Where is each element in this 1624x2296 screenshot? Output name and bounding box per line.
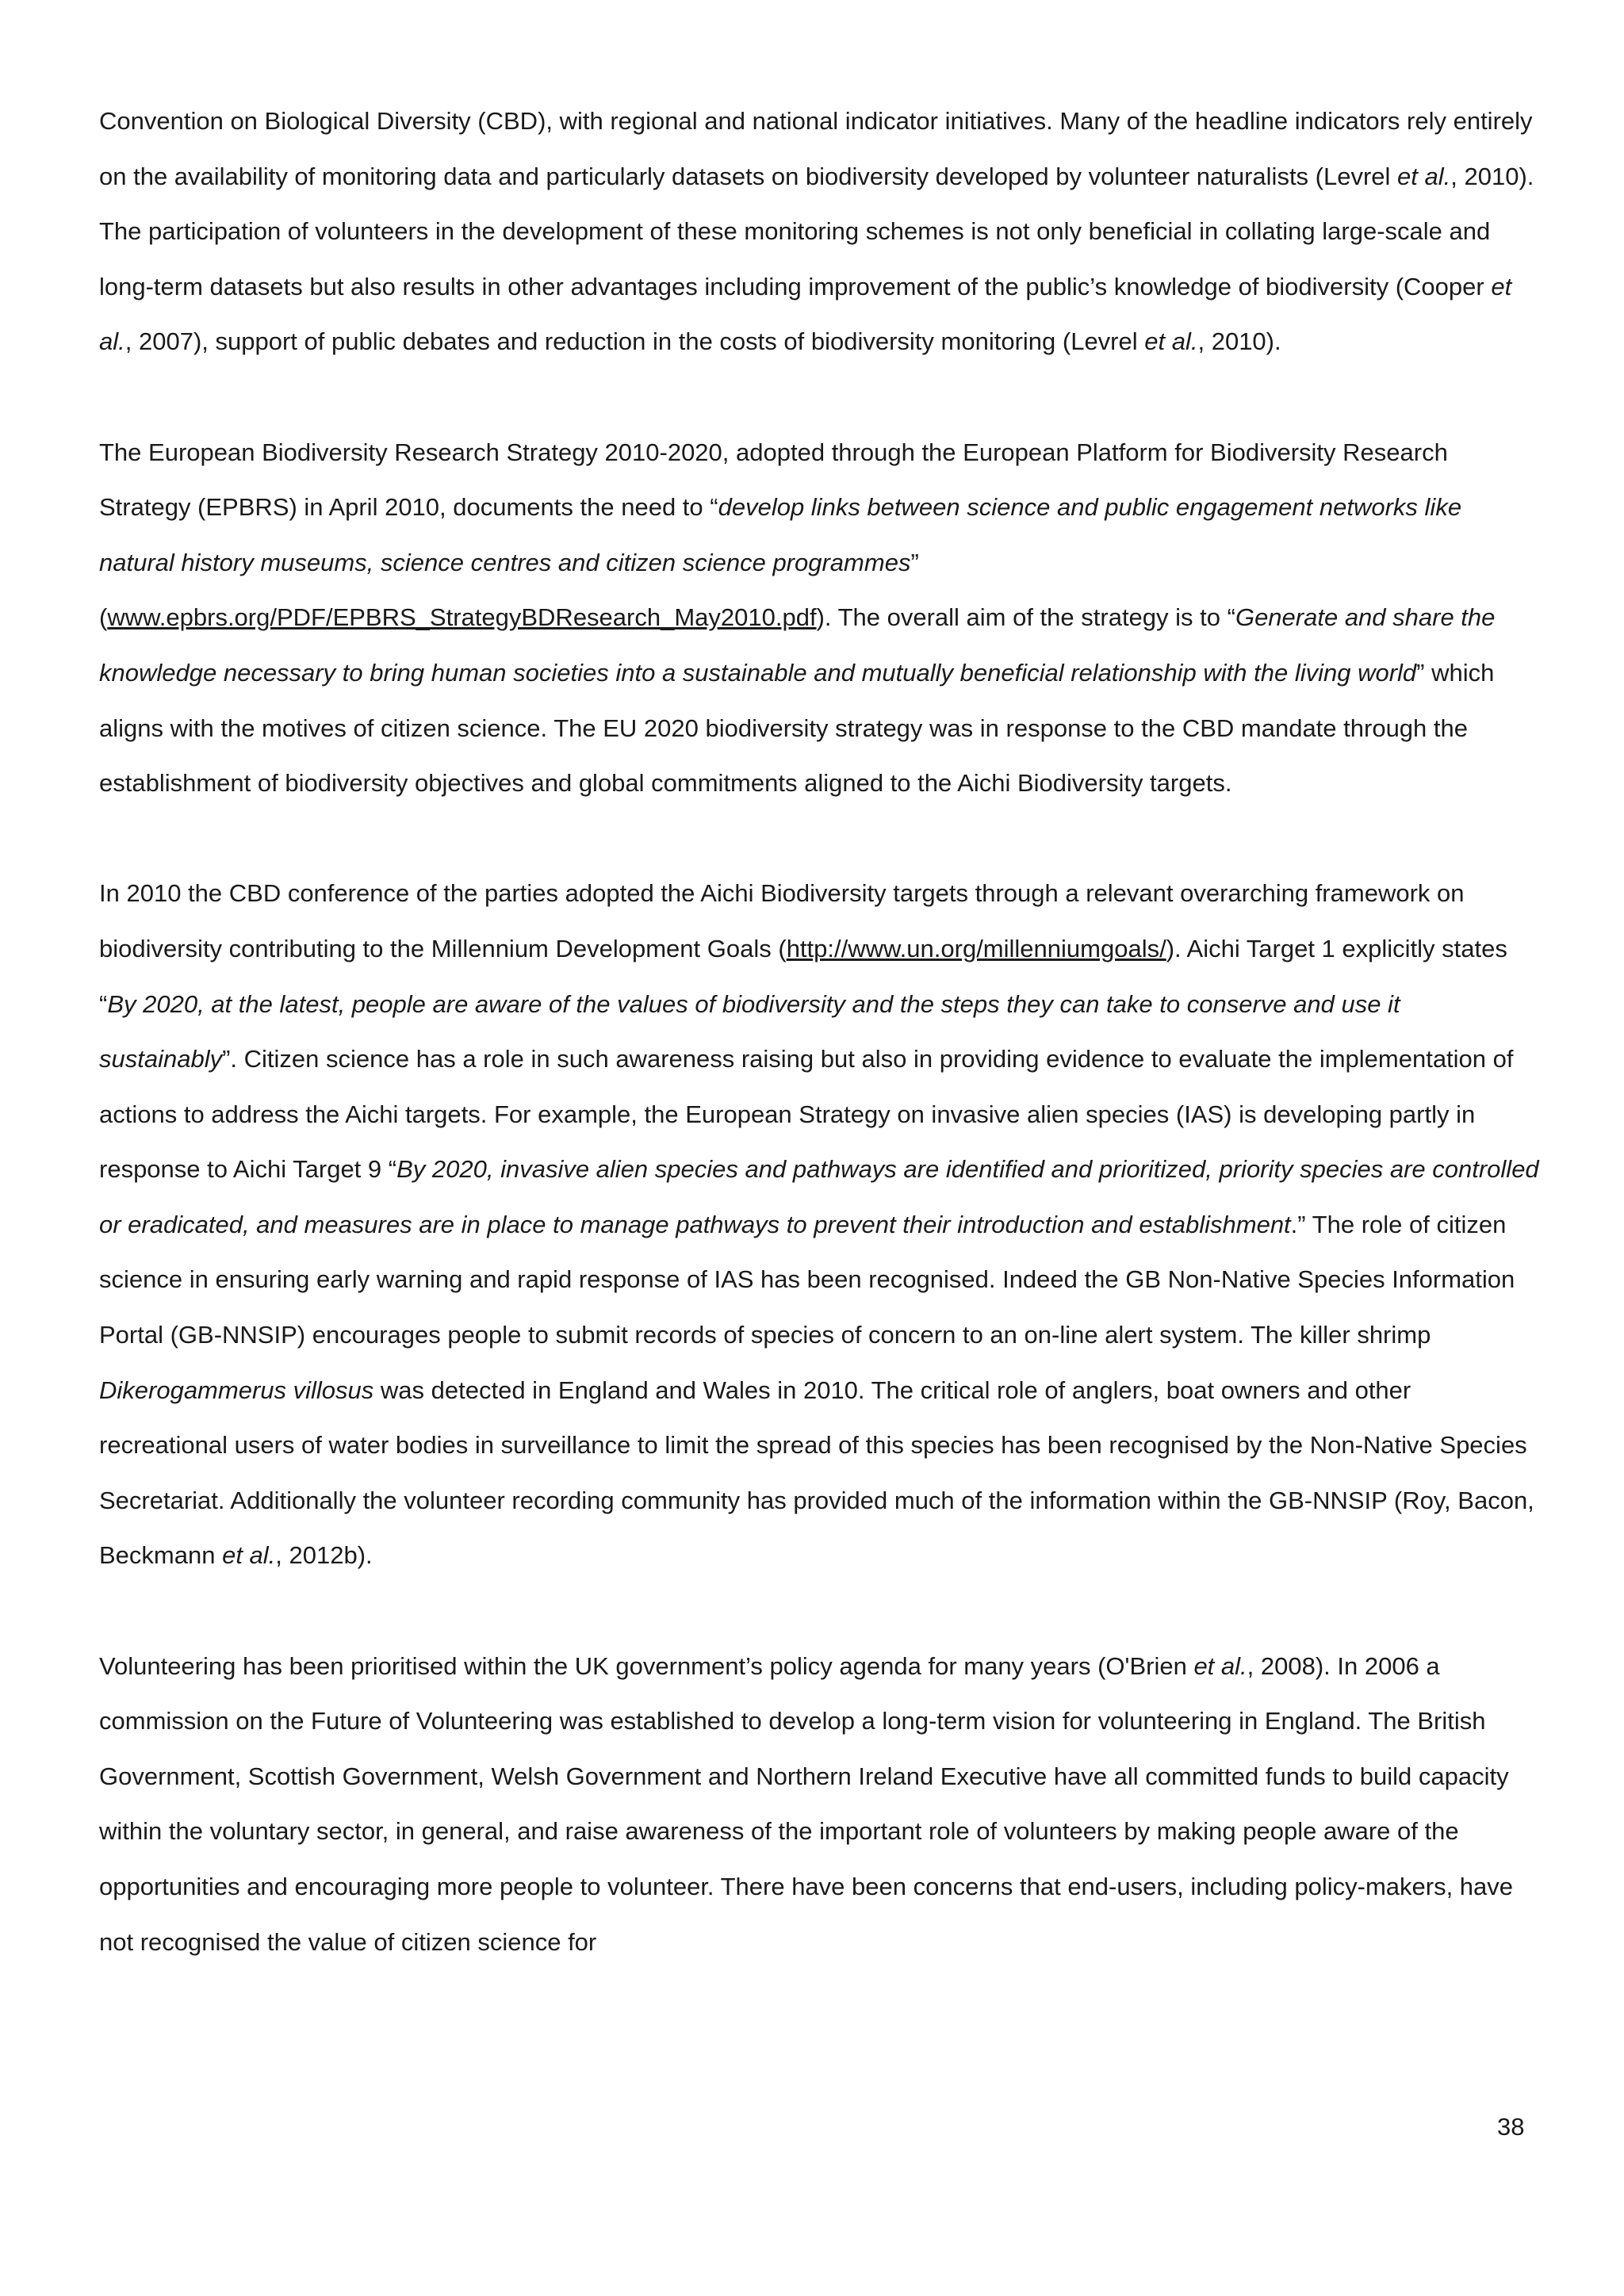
paragraph-cbd-indicators	[99, 94, 1542, 369]
body-text: was detected in England and Wales in 2010. The critical role of anglers, boat owners and other recreational users of water bodies in surveillance to limit the spread of this species has been recognised by the Non-Native Species Secretariat. Additionally the volunteer recording community has provided much of the information within the GB-NNSIP (Roy, Bacon, Beckmann	[99, 1376, 1534, 1570]
body-text: , 2012b).	[275, 1541, 373, 1570]
paragraph-aichi-targets	[99, 866, 1542, 1583]
paragraph-european-strategy	[99, 425, 1542, 811]
paragraph-gap	[99, 811, 1542, 867]
document-body	[99, 94, 1542, 1969]
body-text: The European Biodiversity Research Strategy 2010-2020, adopted through the European Platform for Biodiversity Research Strategy (EPBRS) in April 2010, documents the need to “	[99, 438, 1448, 522]
body-text: Volunteering has been prioritised within the UK government’s policy agenda for many years (O'Brien	[99, 1651, 1194, 1680]
italic-text: By 2020, invasive alien species and pathways are identified and prioritized, priority species are controlled or eradicated, and measures are in place to manage pathways to prevent their introduction and establishment	[99, 1155, 1539, 1238]
italic-text: develop links between science and public engagement networks like natural history museums, science centres and citizen science programmes	[99, 493, 1462, 576]
italic-text: et al.	[1193, 1651, 1247, 1680]
url-link[interactable]: http://www.un.org/millenniumgoals/	[786, 934, 1166, 962]
body-text: ). The overall aim of the strategy is to “	[816, 603, 1235, 632]
italic-text: Dikerogammerus villosus	[99, 1376, 374, 1404]
body-text: ”. Citizen science has a role in such awareness raising but also in providing evidence to evaluate the implementation of actions to address the Aichi targets. For example, the European Strategy on invasive alien species (IAS) is developing partly in response to Aichi Target 9 “	[99, 1045, 1514, 1184]
paragraph-gap	[99, 369, 1542, 425]
body-text: .” The role of citizen science in ensuring early warning and rapid response of IAS has been recognised. Indeed the GB Non-Native Species Information Portal (GB-NNSIP) encourages people to submit records of species of concern to an on-line alert system. The killer shrimp	[99, 1210, 1515, 1349]
italic-text: et al.	[1144, 327, 1198, 356]
body-text: In 2010 the CBD conference of the parties adopted the Aichi Biodiversity targets through a relevant overarching framework on biodiversity contributing to the Millennium Development Goals (	[99, 879, 1465, 962]
body-text: Convention on Biological Diversity (CBD), with regional and national indicator initiatives. Many of the headline indicators rely entirely on the availability of monitoring data and particularly datasets on biodiversity developed by volunteer naturalists (Levrel	[99, 107, 1533, 190]
page-number: 38	[1497, 2113, 1525, 2141]
url-link[interactable]: www.epbrs.org/PDF/EPBRS_StrategyBDResearch_May2010.pdf	[107, 603, 817, 632]
italic-text: et al.	[99, 272, 1512, 356]
italic-text: By 2020, at the latest, people are aware of the values of biodiversity and the steps they can take to conserve and use it sustainably	[99, 989, 1400, 1073]
paragraph-uk-volunteering	[99, 1639, 1542, 1970]
italic-text: Generate and share the knowledge necessary to bring human societies into a sustainable and mutually beneficial relationship with the living world	[99, 603, 1496, 687]
body-text: , 2007), support of public debates and reduction in the costs of biodiversity monitoring (Levrel	[124, 327, 1145, 356]
body-text: , 2010).	[1197, 327, 1281, 356]
italic-text: et al.	[222, 1541, 276, 1570]
paragraph-gap	[99, 1583, 1542, 1639]
body-text: ). Aichi Target 1 explicitly states “	[99, 934, 1507, 1018]
body-text: , 2008). In 2006 a commission on the Future of Volunteering was established to develop a long-term vision for volunteering in England. The British Government, Scottish Government, Welsh Government and Northern Ireland Executive have all committed funds to build capacity within the voluntary sector, in general, and raise awareness of the important role of volunteers by making people aware of the opportunities and encouraging more people to volunteer. There have been concerns that end-users, including policy-makers, have not recognised the value of citizen science for	[99, 1651, 1514, 1956]
italic-text: et al.	[1397, 162, 1451, 190]
body-text: , 2010). The participation of volunteers in the development of these monitoring schemes is not only beneficial in collating large-scale and long-term datasets but also results in other advantages including improvement of the public’s knowledge of biodiversity (Cooper	[99, 162, 1534, 300]
body-text: ” which aligns with the motives of citizen science. The EU 2020 biodiversity strategy was in response to the CBD mandate through the establishment of biodiversity objectives and global commitments aligned to the Aichi Biodiversity targets.	[99, 658, 1495, 798]
body-text: ” (	[99, 548, 919, 632]
